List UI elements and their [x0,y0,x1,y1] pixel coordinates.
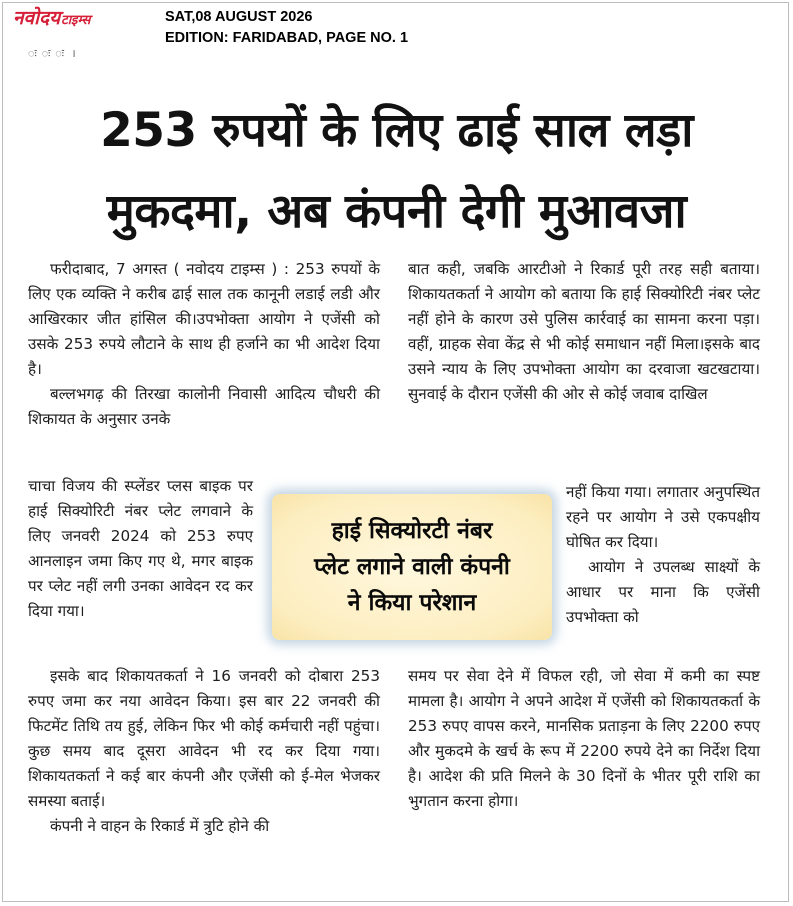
logo-brand-main: नवोदय [13,7,61,29]
date-line: SAT,08 AUGUST 2026 [165,9,313,25]
pull-quote-text [314,513,510,621]
newspaper-logo [13,6,90,33]
column-right-wrap [566,480,760,630]
clipped-text-strip: ः ः ः । [28,47,78,60]
paragraph-dateline: फरीदाबाद, 7 अगस्त ( नवोदय टाइम्स ) : 253 रुपयों के लिए एक व्यक्ति ने करीब ढाई साल तक कानूनी लडाई लडी और आखिरकार जीत हांसिल की।उपभोक्ता आयोग ने एजेंसी को उसके 253 रुपये लौटाने के साथ ही हर्जाने का भी आदेश दिया है। [28,260,380,378]
pull-quote-line-1: हाई सिक्योरटी नंबर [331,518,493,544]
paragraph-bike-plate: चाचा विजय की स्प्लेंडर प्लस बाइक पर हाई सिक्योरिटी नंबर प्लेट लगवाने के लिए जनवरी 2024 को 253 रुपए आनलाइन जमा किए गए थे, मगर बाइक पर प्लेट नहीं लगी उनका आवेदन रद कर दिया गया। [28,477,253,620]
pull-quote-line-2: प्लेट लगाने वाली कंपनी [314,554,510,580]
column-left-top [28,257,380,432]
masthead [0,0,793,52]
edition-info [165,7,408,49]
paragraph-order: समय पर सेवा देने में विफल रही, जो सेवा में कमी का स्पष्ट मामला है। आयोग ने अपने आदेश में एजेंसी को शिकायतकर्ता के 253 रुपए वापस करने, मानसिक प्रताड़ना के लिए 2200 रुपए और मुकदमे के खर्च के रूप में 2200 रुपये देने का निर्देश दिया है। आदेश की प्रति मिलने के 30 दिनों के भीतर पूरी राशि का भुगतान करना होगा। [408,667,760,810]
paragraph-second-application: इसके बाद शिकायतकर्ता ने 16 जनवरी को दोबारा 253 रुपए जमा कर नया आवेदन किया। इस बार 22 जनवरी की फिटमेंट तिथि तय हुई, लेकिन फिर भी कोई कर्मचारी नहीं पहुंचा। कुछ समय बाद दूसरा आवेदन भी रद कर दिया गया। शिकायतकर्ता ने कई बार कंपनी और एजेंसी को ई-मेल भेजकर समस्या बताई। [28,667,380,810]
article-headline [0,90,793,252]
headline-line-2: मुकदमा, अब कंपनी देगी मुआवजा [106,184,687,239]
column-right-top [408,257,760,407]
column-left-bottom [28,664,380,839]
pull-quote-box [272,494,552,640]
paragraph-complaint: बल्लभगढ़ की तिरखा कालोनी निवासी आदित्य चौधरी की शिकायत के अनुसार उनके [28,385,380,428]
column-right-bottom [408,664,760,814]
paragraph-rto-record: बात कही, जबकि आरटीओ ने रिकार्ड पूरी तरह सही बताया।शिकायतकर्ता ने आयोग को बताया कि हाई सिक्योरिटी नंबर प्लेट नहीं होने के कारण उसे पुलिस कार्रवाई का सामना करना पड़ा। वहीं, ग्राहक सेवा केंद्र से भी कोई समाधान नहीं मिला।इसके बाद उसने न्याय के लिए उपभोक्ता आयोग का दरवाजा खटखटाया।सुनवाई के दौरान एजेंसी की ओर से कोई जवाब दाखिल [408,260,760,403]
pull-quote-line-3: ने किया परेशान [347,590,477,616]
logo-brand-sub: टाइम्स [61,13,91,28]
paragraph-ex-parte: नहीं किया गया। लगातार अनुपस्थित रहने पर आयोग ने उसे एकपक्षीय घोषित कर दिया। [566,483,760,551]
paragraph-evidence: आयोग ने उपलब्ध साक्ष्यों के आधार पर माना कि एजेंसी उपभोक्ता को [566,558,760,626]
headline-line-1: 253 रुपयों के लिए ढाई साल लड़ा [100,103,693,158]
column-left-wrap [28,474,253,624]
edition-line: EDITION: FARIDABAD, PAGE NO. 1 [165,30,409,46]
paragraph-company-response: कंपनी ने वाहन के रिकार्ड में त्रुटि होने की [50,817,270,835]
